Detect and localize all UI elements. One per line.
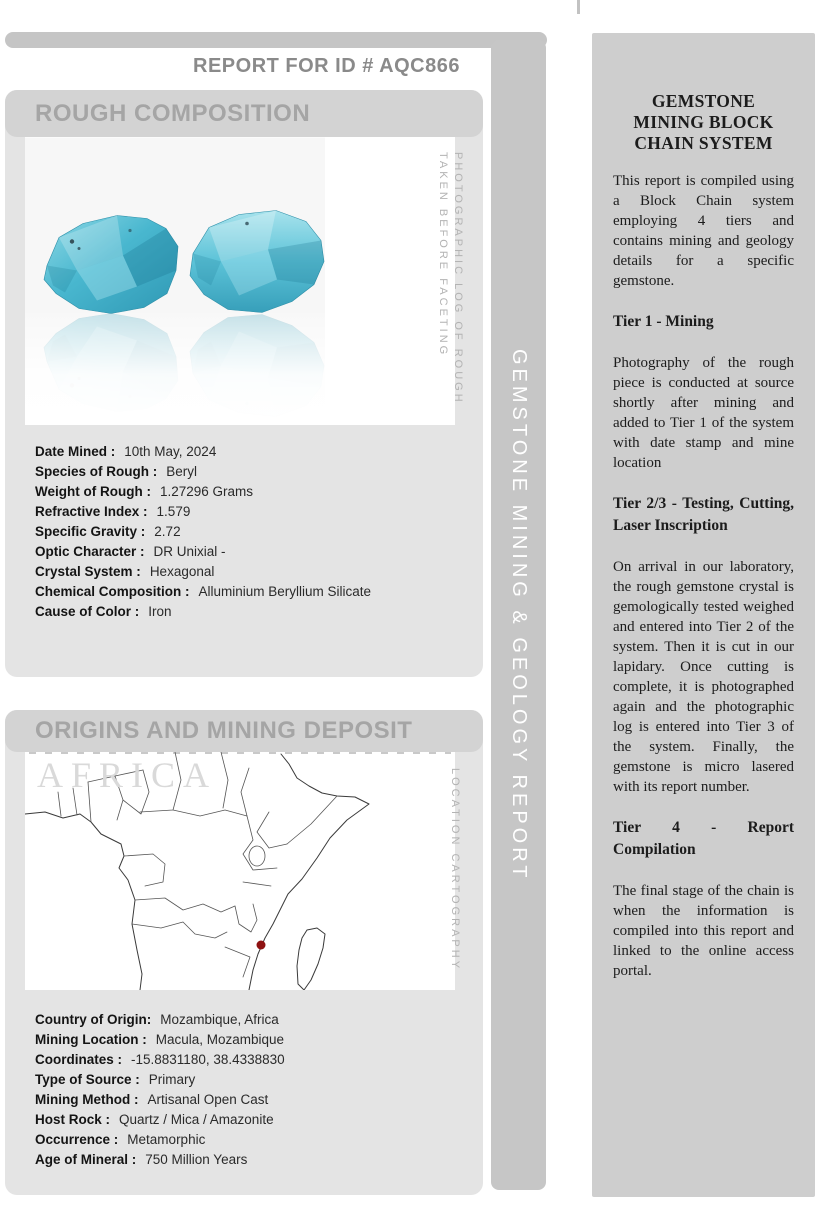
field-value: 750 Million Years: [145, 1152, 248, 1167]
field-label: Species of Rough :: [35, 464, 158, 479]
report-field-row: [35, 442, 371, 462]
origins-title: ORIGINS AND MINING DEPOSIT: [35, 717, 413, 744]
field-value: Hexagonal: [149, 564, 215, 579]
field-value: Beryl: [166, 464, 198, 479]
field-value: Quartz / Mica / Amazonite: [119, 1112, 274, 1127]
blockchain-panel: [592, 33, 815, 1197]
field-value: DR Unixial -: [153, 544, 226, 559]
field-value: Metamorphic: [127, 1132, 206, 1147]
tier23-heading: Tier 2/3 - Testing, Cutting, Laser Inscription: [613, 495, 794, 534]
page-top-tick: [577, 0, 580, 14]
tier23-paragraph: On arrival in our laboratory, the rough gemstone crystal is gemologically tested weighed and entered into Tier 2 of the system. Then it is cut in our lapidary. Once cutting is complete, it is photographed again and the photographic log is entered into Tier 3 of the system. Finally, the gemstone is micro lasered with its report number.: [613, 559, 794, 795]
africa-map: [25, 752, 455, 990]
report-field-row: [35, 1130, 285, 1150]
report-field-row: [35, 602, 371, 622]
report-field-row: [35, 1050, 285, 1070]
field-label: Specific Gravity :: [35, 524, 146, 539]
field-label: Coordinates :: [35, 1052, 123, 1067]
photo-caption-line2: TAKEN BEFORE FACETING: [437, 152, 449, 358]
blockchain-panel-title: GEMSTONE MINING BLOCK CHAIN SYSTEM: [633, 91, 774, 153]
report-field-row: [35, 1110, 285, 1130]
report-field-row: [35, 1030, 285, 1050]
tier4-paragraph: The final stage of the chain is when the information is compiled into this report and linked to the online access portal.: [613, 883, 794, 979]
photo-caption: [435, 152, 465, 405]
report-field-row: [35, 1070, 285, 1090]
report-spine: [491, 40, 546, 1190]
rough-gemstone-photo: [25, 137, 455, 425]
mine-location-marker: [257, 941, 266, 950]
top-bar: [5, 32, 547, 48]
africa-watermark: AFRICA: [37, 755, 218, 795]
field-value: Alluminium Beryllium Silicate: [198, 584, 372, 599]
blockchain-intro-paragraph: This report is compiled using a Block Chain system employing 4 tiers and contains mining and geology details for a specific gemstone.: [613, 173, 794, 289]
field-label: Crystal System :: [35, 564, 141, 579]
field-value: 1.579: [156, 504, 191, 519]
field-label: Mining Method :: [35, 1092, 139, 1107]
report-id-title: REPORT FOR ID # AQC866: [193, 55, 460, 77]
report-field-row: [35, 562, 371, 582]
report-field-row: [35, 542, 371, 562]
origins-fields: [35, 1010, 285, 1170]
map-caption-line: LOCATION CARTOGRAPHY: [449, 768, 461, 972]
field-label: Country of Origin:: [35, 1012, 152, 1027]
report-field-row: [35, 522, 371, 542]
report-field-row: [35, 482, 371, 502]
field-label: Mining Location :: [35, 1032, 147, 1047]
report-field-row: [35, 502, 371, 522]
field-label: Host Rock :: [35, 1112, 111, 1127]
field-label: Optic Character :: [35, 544, 145, 559]
field-value: Primary: [148, 1072, 196, 1087]
field-label: Weight of Rough :: [35, 484, 151, 499]
field-value: 10th May, 2024: [124, 444, 217, 459]
field-value: Artisanal Open Cast: [147, 1092, 269, 1107]
gemstone-photo-graphic: [25, 137, 455, 425]
spine-title: GEMSTONE MINING & GEOLOGY REPORT: [508, 348, 530, 882]
field-label: Cause of Color :: [35, 604, 140, 619]
tier1-heading: Tier 1 - Mining: [613, 313, 714, 330]
tier1-paragraph: Photography of the rough piece is conducted at source shortly after mining and added to Tier 1 of the system with date stamp and mine location: [613, 355, 794, 471]
field-value: -15.8831180, 38.4338830: [131, 1052, 285, 1067]
origins-section: [5, 710, 483, 1195]
report-field-row: [35, 582, 371, 602]
report-field-row: [35, 1010, 285, 1030]
rough-composition-title: ROUGH COMPOSITION: [35, 99, 311, 127]
tier4-heading: Tier 4 - Report Compilation: [613, 819, 794, 858]
report-field-row: [35, 462, 371, 482]
field-value: Mozambique, Africa: [160, 1012, 279, 1027]
field-label: Chemical Composition :: [35, 584, 190, 599]
field-value: Iron: [148, 604, 172, 619]
field-label: Occurrence :: [35, 1132, 119, 1147]
field-label: Date Mined :: [35, 444, 116, 459]
map-caption: [447, 768, 462, 971]
photo-caption-line1: PHOTOGRAPHIC LOG OF ROUGH: [452, 152, 464, 405]
field-value: Macula, Mozambique: [155, 1032, 285, 1047]
rough-composition-section: [5, 90, 483, 677]
origins-header: [5, 710, 483, 752]
field-value: 1.27296 Grams: [159, 484, 254, 499]
rough-fields: [35, 442, 371, 622]
report-field-row: [35, 1090, 285, 1110]
field-label: Refractive Index :: [35, 504, 148, 519]
field-label: Type of Source :: [35, 1072, 140, 1087]
rough-composition-header: [5, 90, 483, 137]
field-value: 2.72: [154, 524, 181, 539]
field-label: Age of Mineral :: [35, 1152, 137, 1167]
report-field-row: [35, 1150, 285, 1170]
